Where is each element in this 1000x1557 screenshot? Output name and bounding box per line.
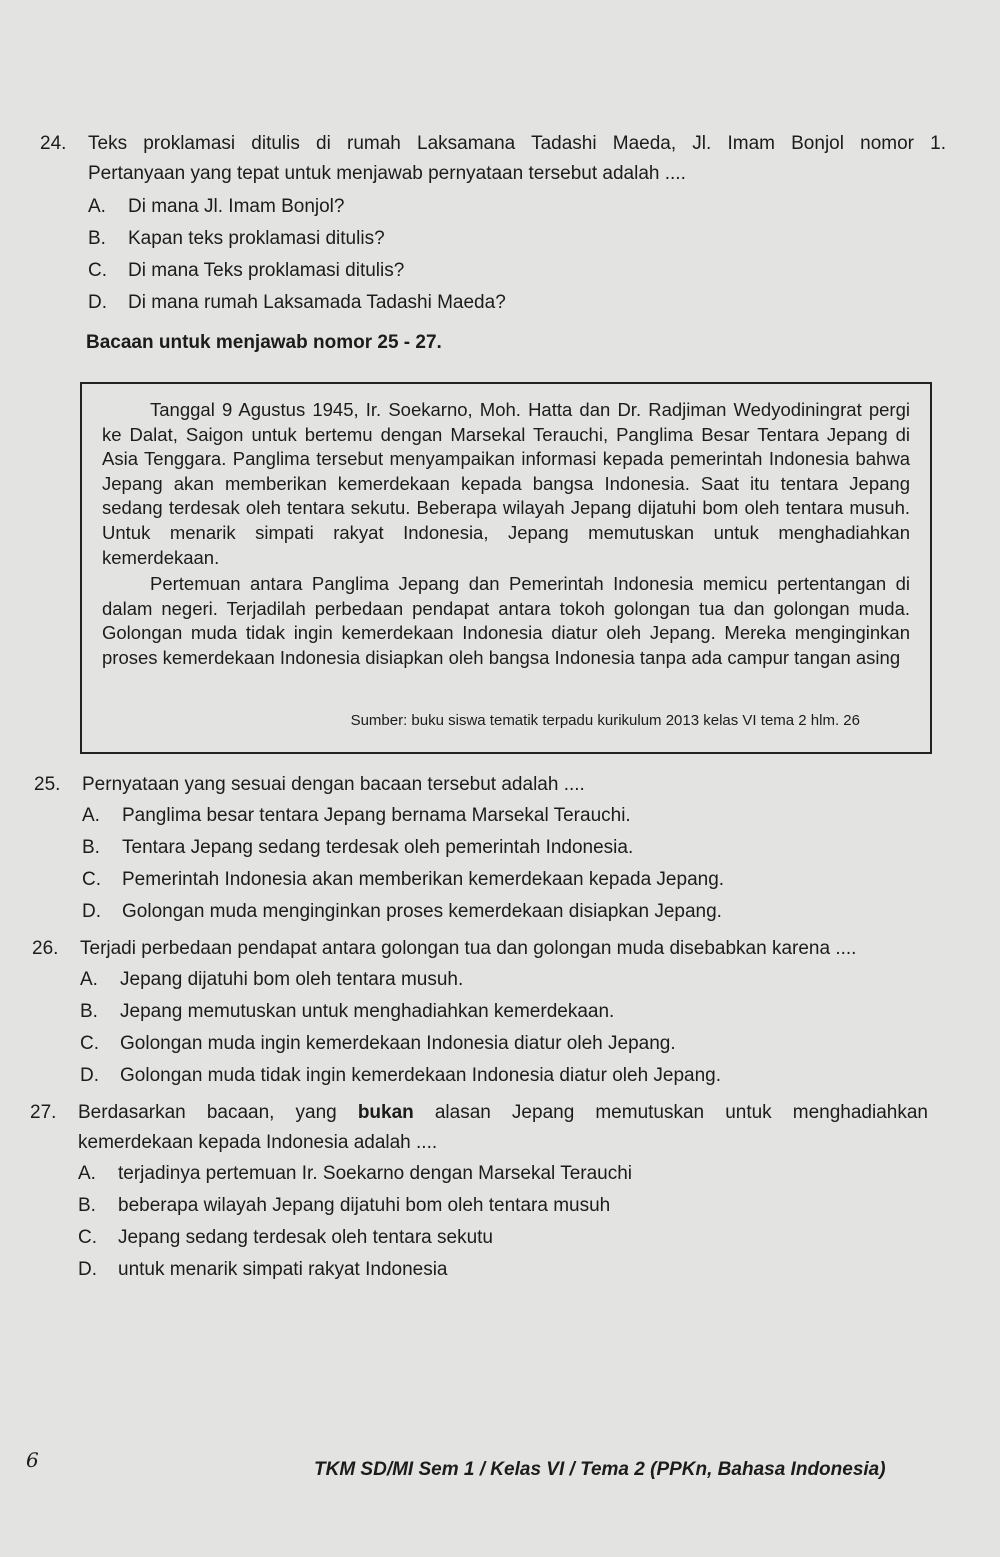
option-d[interactable]	[30, 1254, 928, 1286]
option-c[interactable]	[30, 1222, 928, 1254]
option-text: Panglima besar tentara Jepang bernama Marsekal Terauchi.	[122, 805, 631, 826]
question-27	[30, 1098, 928, 1286]
option-letter: D.	[78, 1259, 97, 1280]
question-24	[40, 129, 946, 319]
option-letter: C.	[88, 260, 107, 281]
question-stem-line2: Pertanyaan yang tepat untuk menjawab pernyataan tersebut adalah ....	[88, 163, 686, 184]
option-text: untuk menarik simpati rakyat Indonesia	[118, 1259, 448, 1280]
stem-text-post: alasan Jepang memutuskan untuk menghadiahkan	[413, 1102, 928, 1123]
question-stem: Terjadi perbedaan pendapat antara golongan tua dan golongan muda disebabkan karena ....	[80, 938, 857, 959]
question-stem: Pernyataan yang sesuai dengan bacaan tersebut adalah ....	[82, 774, 585, 795]
option-text: Di mana Teks proklamasi ditulis?	[128, 260, 405, 281]
option-text: Golongan muda menginginkan proses kemerdekaan disiapkan Jepang.	[122, 901, 722, 922]
option-b[interactable]	[32, 996, 942, 1028]
option-c[interactable]	[32, 1028, 942, 1060]
option-text: beberapa wilayah Jepang dijatuhi bom oleh tentara musuh	[118, 1195, 611, 1216]
option-letter: D.	[88, 292, 107, 313]
reading-paragraph-2: Pertemuan antara Panglima Jepang dan Pemerintah Indonesia memicu pertentangan di dalam negeri. Terjadilah perbedaan pendapat antara tokoh golongan tua dan golongan muda. Golongan muda tidak ingin kemerdekaan Indonesia diatur oleh Jepang. Mereka menginginkan proses kemerdekaan Indonesia disiapkan oleh bangsa Indonesia tanpa ada campur tangan asing	[102, 573, 910, 668]
option-letter: A.	[78, 1163, 96, 1184]
question-number: 27.	[30, 1102, 57, 1123]
option-c[interactable]	[34, 864, 940, 896]
stem-emphasis: bukan	[357, 1102, 414, 1123]
option-text: Jepang memutuskan untuk menghadiahkan kemerdekaan.	[120, 1001, 615, 1022]
option-text: Jepang sedang terdesak oleh tentara sekutu	[118, 1227, 493, 1248]
option-letter: B.	[82, 837, 100, 858]
option-letter: A.	[80, 969, 98, 990]
option-letter: A.	[88, 196, 106, 217]
question-number: 25.	[34, 774, 61, 795]
option-letter: B.	[88, 228, 106, 249]
option-a[interactable]	[32, 964, 942, 996]
option-a[interactable]	[34, 800, 940, 832]
option-letter: C.	[78, 1227, 97, 1248]
page-number: 6	[26, 1448, 39, 1472]
reading-passage-box	[80, 382, 932, 754]
stem-text-pre: Berdasarkan bacaan, yang	[78, 1102, 358, 1123]
option-text: Kapan teks proklamasi ditulis?	[128, 228, 385, 249]
option-letter: C.	[80, 1033, 99, 1054]
question-stem-line2: kemerdekaan kepada Indonesia adalah ....	[78, 1132, 438, 1153]
option-letter: B.	[78, 1195, 96, 1216]
option-text: Tentara Jepang sedang terdesak oleh pemerintah Indonesia.	[122, 837, 634, 858]
option-text: terjadinya pertemuan Ir. Soekarno dengan Marsekal Terauchi	[118, 1163, 633, 1184]
question-25	[34, 770, 940, 928]
option-letter: D.	[80, 1065, 99, 1086]
option-d[interactable]	[40, 287, 946, 319]
option-text: Pemerintah Indonesia akan memberikan kemerdekaan kepada Jepang.	[122, 869, 725, 890]
option-text: Golongan muda tidak ingin kemerdekaan Indonesia diatur oleh Jepang.	[120, 1065, 722, 1086]
reading-heading: Bacaan untuk menjawab nomor 25 - 27.	[86, 332, 442, 353]
option-c[interactable]	[40, 255, 946, 287]
question-26	[32, 934, 942, 1092]
option-b[interactable]	[34, 832, 940, 864]
option-letter: B.	[80, 1001, 98, 1022]
option-d[interactable]	[32, 1060, 942, 1092]
option-text: Di mana rumah Laksamada Tadashi Maeda?	[128, 292, 506, 313]
footer-title: TKM SD/MI Sem 1 / Kelas VI / Tema 2 (PPKn, Bahasa Indonesia)	[314, 1459, 886, 1480]
option-b[interactable]	[40, 223, 946, 255]
option-text: Golongan muda ingin kemerdekaan Indonesia diatur oleh Jepang.	[120, 1033, 676, 1054]
question-number: 26.	[32, 938, 59, 959]
option-letter: C.	[82, 869, 101, 890]
reading-paragraph-1: Tanggal 9 Agustus 1945, Ir. Soekarno, Moh. Hatta dan Dr. Radjiman Wedyodiningrat pergi ke Dalat, Saigon untuk bertemu dengan Marsekal Terauchi, Panglima Besar Tentara Jepang di Asia Tenggara. Panglima tersebut menyampaikan informasi kepada pemerintah Indonesia bahwa Jepang akan memberikan kemerdekaan kepada bangsa Indonesia. Saat itu tentara Jepang sedang terdesak oleh tentara sekutu. Beberapa wilayah Jepang dijatuhi bom oleh tentara musuh. Untuk menarik simpati rakyat Indonesia, Jepang memutuskan untuk menghadiahkan kemerdekaan.	[102, 399, 910, 568]
option-letter: D.	[82, 901, 101, 922]
option-a[interactable]	[30, 1158, 928, 1190]
question-stem-line1: Teks proklamasi ditulis di rumah Laksamana Tadashi Maeda, Jl. Imam Bonjol nomor 1.	[88, 133, 946, 154]
option-text: Jepang dijatuhi bom oleh tentara musuh.	[120, 969, 464, 990]
option-text: Di mana Jl. Imam Bonjol?	[128, 196, 345, 217]
option-a[interactable]	[40, 191, 946, 223]
question-number: 24.	[40, 133, 67, 154]
option-b[interactable]	[30, 1190, 928, 1222]
question-stem-line1	[30, 1098, 928, 1128]
option-d[interactable]	[34, 896, 940, 928]
option-letter: A.	[82, 805, 100, 826]
reading-source: Sumber: buku siswa tematik terpadu kurikulum 2013 kelas VI tema 2 hlm. 26	[350, 712, 860, 730]
